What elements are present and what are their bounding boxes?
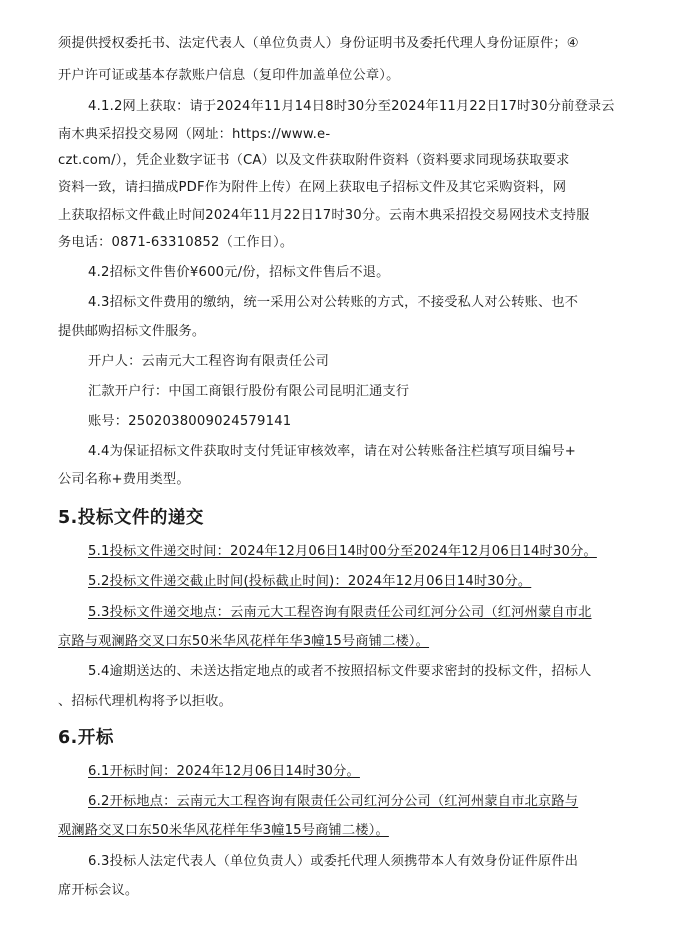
text-line: 、招标代理机构将予以拒收。 (58, 694, 233, 709)
text-line: 南木典采招投交易网（网址：https://www.e- (58, 127, 331, 142)
text-line: czt.com/），凭企业数字证书（CA）以及文件获取附件资料（资料要求同现场获取要求 (58, 153, 570, 168)
text-line: 席开标会议。 (58, 883, 139, 898)
text-line: 开户许可证或基本存款账户信息（复印件加盖单位公章）。 (58, 68, 400, 83)
account-bank: 汇款开户行：中国工商银行股份有限公司昆明汇通支行 (88, 384, 410, 399)
text-line: 6.1开标时间：2024年12月06日14时30分。 (88, 764, 360, 779)
text-line: 5.4逾期送达的、未送达指定地点的或者不按照招标文件要求密封的投标文件，招标人 (88, 664, 592, 679)
text-line: 提供邮购招标文件服务。 (58, 324, 206, 339)
account-holder: 开户人：云南元大工程咨询有限责任公司 (88, 354, 329, 369)
text-line: 5.1投标文件递交时间：2024年12月06日14时00分至2024年12月06日14时30分。 (88, 544, 597, 559)
text-line: 4.2招标文件售价¥600元/份，招标文件售后不退。 (88, 265, 390, 280)
section-heading: 5.投标文件的递交 (58, 508, 204, 528)
text-line: 6.3投标人法定代表人（单位负责人）或委托代理人须携带本人有效身份证件原件出 (88, 854, 579, 869)
text-line: 观澜路交叉口东50米华风花样年华3幢15号商铺二楼）。 (58, 823, 389, 838)
text-line: 公司名称+费用类型。 (58, 472, 190, 487)
text-line: 资料一致，请扫描成PDF作为附件上传）在网上获取电子招标文件及其它采购资料，网 (58, 180, 567, 195)
section-heading: 6.开标 (58, 728, 114, 748)
text-line: 6.2开标地点：云南元大工程咨询有限责任公司红河分公司（红河州蒙自市北京路与 (88, 794, 579, 809)
text-line: 4.1.2网上获取：请于2024年11月14日8时30分至2024年11月22日17时30分前登录云 (88, 99, 615, 114)
text-line: 上获取招标文件截止时间2024年11月22日17时30分。云南木典采招投交易网技术支持服 (58, 208, 590, 223)
text-line: 4.3招标文件费用的缴纳，统一采用公对公转账的方式，不接受私人对公转账、也不 (88, 295, 579, 310)
text-line: 须提供授权委托书、法定代表人（单位负责人）身份证明书及委托代理人身份证原件；④ (58, 36, 579, 51)
account-number: 账号：2502038009024579141 (88, 414, 292, 429)
text-line: 5.3投标文件递交地点：云南元大工程咨询有限责任公司红河分公司（红河州蒙自市北 (88, 605, 592, 620)
text-line: 5.2投标文件递交截止时间(投标截止时间)：2024年12月06日14时30分。 (88, 574, 532, 589)
text-line: 4.4为保证招标文件获取时支付凭证审核效率，请在对公转账备注栏填写项目编号+ (88, 444, 576, 459)
text-line: 京路与观澜路交叉口东50米华风花样年华3幢15号商铺二楼）。 (58, 634, 430, 649)
text-line: 务电话：0871-63310852（工作日）。 (58, 235, 294, 250)
